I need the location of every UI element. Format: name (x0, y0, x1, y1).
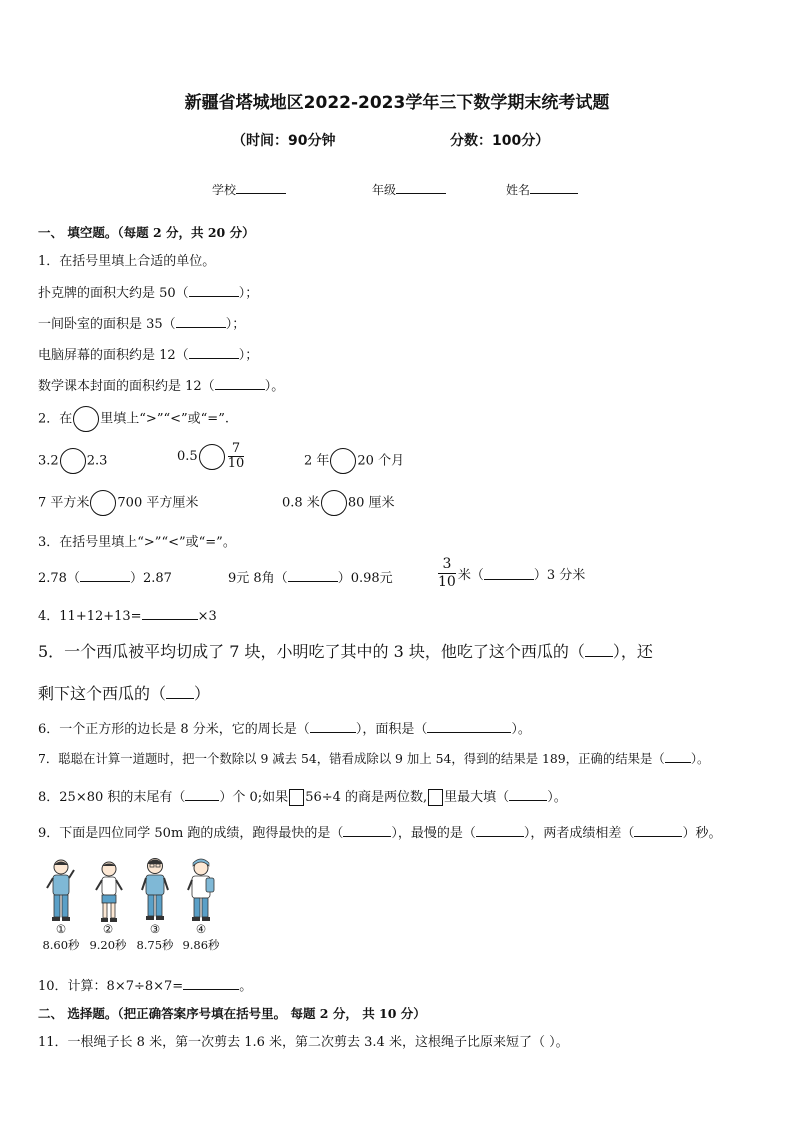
q2-stem-a: 2．在 (38, 411, 73, 427)
student-3-time: 8.75秒 (136, 938, 174, 952)
student-2-number: ② (102, 922, 114, 936)
q2-r1a-left: 3.2 (38, 453, 59, 469)
q2-r1a-right: 2.3 (86, 453, 108, 469)
q1-a-end: ）； (238, 286, 259, 301)
q1-a-blank[interactable] (189, 284, 239, 297)
q3-stem: 3．在括号里填上“>”“<”或“=”。 (38, 535, 236, 550)
grade-blank[interactable] (396, 181, 446, 194)
q8-text-c: 56÷4 的商是两位数, (305, 790, 428, 805)
q8-text-d: 里最大填（ (444, 790, 510, 805)
q3-b-blank[interactable] (288, 569, 338, 582)
q9-text-c: ），两者成绩相差（ (523, 826, 635, 841)
q4-text: 4．11+12+13= (38, 609, 142, 624)
q8-text-a: 8．25×80 积的末尾有（ (38, 790, 186, 805)
q8 (38, 786, 567, 806)
q2-r1c-circle[interactable] (330, 448, 356, 474)
student-1-number: ① (55, 922, 67, 936)
q6 (38, 718, 531, 737)
q1-b-text: 一间卧室的面积是 35（ (38, 317, 176, 332)
q1-c (38, 344, 258, 363)
student-1-time: 8.60秒 (42, 938, 80, 952)
q10 (38, 975, 252, 994)
student-4-time: 9.86秒 (182, 938, 220, 952)
q3-c-blank[interactable] (484, 567, 534, 580)
q8-text-e: ）。 (547, 790, 567, 805)
q9-blank-slowest[interactable] (476, 824, 524, 837)
q9-blank-diff[interactable] (634, 824, 682, 837)
q3-c-left: 米（ (457, 568, 484, 583)
fraction-3-10 (438, 556, 456, 591)
fraction-numerator: 3 (438, 556, 456, 574)
q7-blank[interactable] (665, 750, 691, 763)
q2-stem-b: 里填上“>”“<”或“=”. (100, 411, 229, 427)
q4-suffix: ×3 (197, 609, 217, 624)
q2-row1-c (304, 448, 404, 474)
q3-c-right: ）3 分米 (533, 568, 586, 583)
q2-r2a-circle[interactable] (90, 490, 116, 516)
q1-d-blank[interactable] (215, 377, 265, 390)
q1-d-end: ）。 (264, 379, 285, 394)
q4 (38, 605, 217, 624)
student-2-illustration (92, 860, 126, 928)
student-3-illustration (138, 856, 172, 928)
student-2-time: 9.20秒 (89, 938, 127, 952)
student-3-number: ③ (149, 922, 161, 936)
q5-blank-1[interactable] (585, 642, 613, 657)
q7 (38, 749, 709, 767)
q6-blank-perimeter[interactable] (310, 720, 356, 733)
student-4-number: ④ (195, 922, 207, 936)
q3-c (436, 556, 585, 591)
q1-c-end: ）； (238, 348, 259, 363)
q9-text-b: ），最慢的是（ (391, 826, 476, 841)
q1-b-end: ）； (225, 317, 246, 332)
fraction-denominator: 10 (438, 574, 456, 590)
q3-a (38, 567, 172, 586)
q2-row1-a (38, 448, 107, 474)
q2-row2-a (38, 490, 198, 516)
q9-text-a: 9．下面是四位同学 50m 跑的成绩，跑得最快的是（ (38, 826, 344, 841)
name-label: 姓名 (506, 183, 531, 197)
q2-r1a-circle[interactable] (60, 448, 86, 474)
q6-text-b: ），面积是（ (355, 722, 428, 737)
grade-field[interactable] (372, 181, 446, 198)
q3-a-right: ）2.87 (129, 571, 172, 586)
student-4-illustration (184, 858, 218, 928)
grade-label: 年级 (372, 183, 397, 197)
q1-a (38, 282, 258, 301)
q2-r1b-left: 0.5 (177, 449, 198, 464)
q1-c-text: 电脑屏幕的面积约是 12（ (38, 348, 189, 363)
q8-blank-zeros[interactable] (185, 788, 219, 801)
q3-b-left: 9元 8角（ (228, 571, 288, 586)
q5-line2-text: 剩下这个西瓜的（ (38, 684, 167, 703)
q8-blank-max[interactable] (509, 788, 547, 801)
q1-a-text: 扑克牌的面积大约是 50（ (38, 286, 189, 301)
q2-r2a-right: 700 平方厘米 (117, 495, 199, 511)
q2-r1c-right: 20 个月 (357, 453, 405, 469)
q3-a-left: 2.78（ (38, 571, 80, 586)
q5-line2 (38, 681, 210, 704)
q1-stem: 1．在括号里填上合适的单位。 (38, 254, 216, 269)
section-2-heading: 二、 选择题。（把正确答案序号填在括号里。 每题 2 分， 共 10 分） (38, 1006, 426, 1021)
q8-text-b: ）个 0;如果 (219, 790, 289, 805)
fraction-denominator: 10 (227, 456, 245, 471)
q2-r1c-left: 2 年 (304, 453, 330, 469)
q1-c-blank[interactable] (189, 346, 239, 359)
q11: 11．一根绳子长 8 米，第一次剪去 1.6 米，第二次剪去 3.4 米，这根绳子比原来短了（ ）。 (38, 1035, 569, 1050)
q5-blank-2[interactable] (166, 684, 194, 699)
q2-stem (38, 406, 229, 432)
q1-b (38, 313, 245, 332)
q2-r2b-left: 0.8 米 (282, 495, 320, 511)
q2-r2b-right: 80 厘米 (347, 495, 395, 511)
q6-blank-area[interactable] (427, 720, 511, 733)
exam-score: 分数：100分） (450, 133, 550, 149)
q10-text: 10．计算：8×7÷8×7= (38, 979, 184, 994)
section-1-heading: 一、 填空题。（每题 2 分，共 20 分） (38, 225, 255, 240)
school-label: 学校 (212, 183, 237, 197)
q1-b-blank[interactable] (176, 315, 226, 328)
q5-line1-end: ），还 (612, 642, 653, 661)
name-field[interactable] (506, 181, 578, 198)
q2-r2a-left: 7 平方米 (38, 495, 90, 511)
q6-text-a: 6．一个正方形的边长是 8 分米，它的周长是（ (38, 722, 310, 737)
q10-end: 。 (239, 979, 253, 994)
q5-line1 (38, 639, 653, 662)
q9 (38, 822, 721, 841)
q7-text: 7．聪聪在计算一道题时，把一个数除以 9 减去 54，错看成除以 9 加上 54，得到的结果是 189，正确的结果是（ (38, 751, 665, 766)
fraction-numerator: 7 (228, 442, 245, 457)
name-blank[interactable] (530, 181, 578, 194)
q2-row2-b (282, 490, 395, 516)
q3-a-blank[interactable] (80, 569, 130, 582)
page-title: 新疆省塔城地区2022-2023学年三下数学期末统考试题 (184, 93, 610, 113)
q4-blank[interactable] (142, 607, 198, 620)
exam-time: （时间：90分钟 (232, 133, 336, 149)
school-blank[interactable] (236, 181, 286, 194)
q6-text-c: ）。 (511, 722, 531, 737)
q10-blank[interactable] (183, 977, 239, 990)
q8-square-1[interactable] (289, 789, 304, 806)
q3-b (228, 567, 393, 586)
q9-text-d: ）秒。 (682, 826, 722, 841)
q2-row1-b (177, 442, 246, 471)
compare-circle (73, 406, 99, 432)
q5-line1-text: 5．一个西瓜被平均切成了 7 块，小明吃了其中的 3 块，他吃了这个西瓜的（ (38, 642, 585, 661)
school-field[interactable] (212, 181, 286, 198)
q9-blank-fastest[interactable] (343, 824, 391, 837)
q2-r2b-circle[interactable] (321, 490, 347, 516)
q1-d (38, 375, 284, 394)
student-1-illustration (44, 858, 78, 928)
q5-line2-end: ） (194, 684, 211, 703)
q1-d-text: 数学课本封面的面积约是 12（ (38, 379, 215, 394)
fraction-7-10 (228, 442, 245, 471)
q3-b-right: ）0.98元 (337, 571, 393, 586)
q8-square-2 (428, 789, 443, 806)
q2-r1b-circle[interactable] (199, 444, 225, 470)
q7-end: ）。 (690, 751, 710, 766)
